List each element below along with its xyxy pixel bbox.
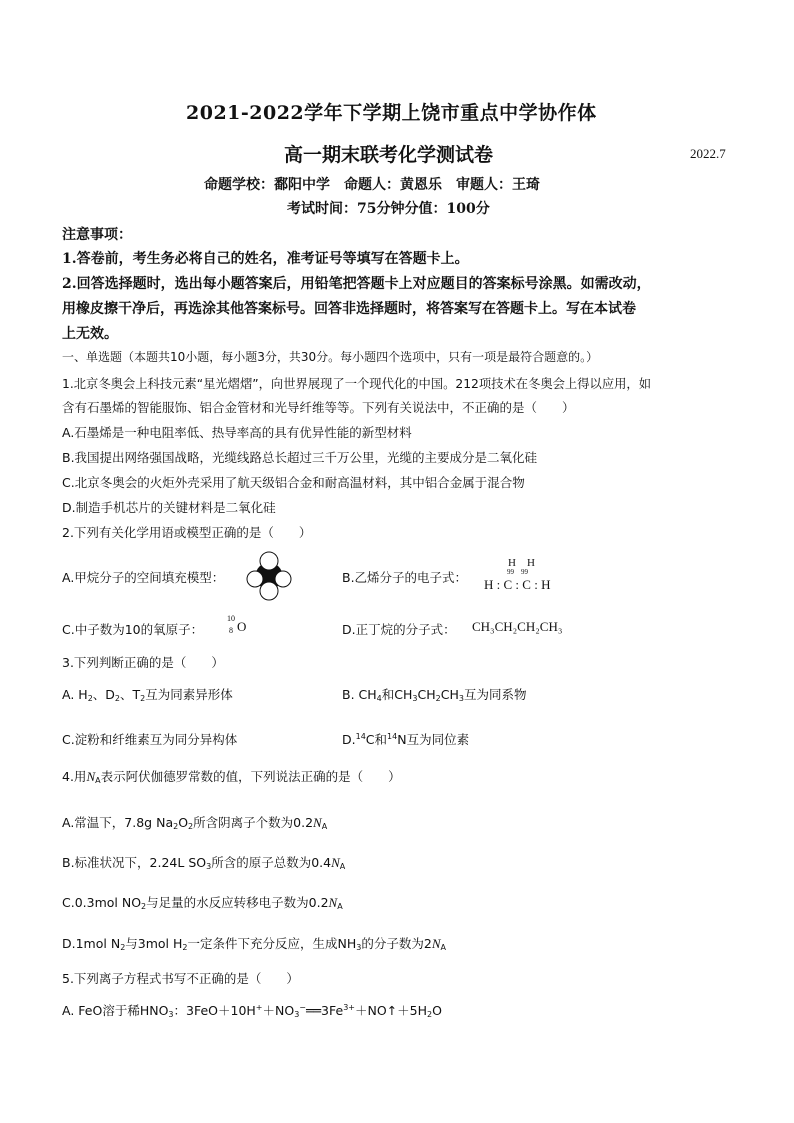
q4-option-d: D.1mol $N_2$与3mol $H_2$一定条件下充分反应，生成$NH_3$的分子数为$2N_A$ xyxy=(62,936,446,952)
q4-stem xyxy=(62,767,401,785)
notice-heading: 注意事项： xyxy=(62,227,132,243)
q4-a-text: A.常温下，7.8g Na xyxy=(62,815,174,830)
q4-d-mid3: 的分子数为2 xyxy=(361,936,432,951)
nitrogen-14-mass: 14 xyxy=(387,732,398,741)
q5-option-a: A. FeO溶于稀$HNO_3$：$3FeO+10H^++NO_3^-══3Fe^{3+}+NO↑+5H_2O$ xyxy=(62,1003,442,1019)
methane-space-filling-model xyxy=(246,550,292,602)
q2-stem: 2.下列有关化学用语或模型正确的是（ ） xyxy=(62,525,312,540)
title-line-2: 高一期末联考化学测试卷 xyxy=(284,144,494,166)
avogadro-subscript: A xyxy=(95,776,101,785)
q3-a-tail: 互为同素异形体 xyxy=(145,687,233,702)
q5-a-eq5: O xyxy=(432,1003,442,1018)
q3-a-h2: A. H xyxy=(62,687,88,702)
q4-a-mid: 所含阴离子个数为0.2 xyxy=(193,815,314,830)
q3-option-b: B. $CH_4$和$CH_3CH_2CH_3$互为同系物 xyxy=(342,687,527,703)
q5-stem: 5.下列离子方程式书写不正确的是（ ） xyxy=(62,971,299,986)
notice-item-1: 1.答卷前，考生务必将自己的姓名，准考证号等填写在答题卡上。 xyxy=(62,251,469,267)
q4-option-c: C.0.3mol $NO_2$与足量的水反应转移电子数为$0.2N_A$ xyxy=(62,895,343,911)
oxygen-atomic-number: 8 xyxy=(229,626,233,635)
notice-item-2-line-3: 上无效。 xyxy=(62,326,118,342)
title-line-1: 2021-2022学年下学期上饶市重点中学协作体 xyxy=(186,102,597,124)
q3-d-prefix: D. xyxy=(342,732,356,747)
q3-stem: 3.下列判断正确的是（ ） xyxy=(62,655,224,670)
q5-a-eq4: ＋NO↑＋5H xyxy=(355,1003,428,1018)
q4-c-text: C.0.3mol NO xyxy=(62,895,142,910)
q1-option-d: D.制造手机芯片的关键材料是二氧化硅 xyxy=(62,500,276,515)
ethylene-electron-formula-h-top: H H xyxy=(508,557,535,569)
q5-a-text: A. FeO溶于稀HNO xyxy=(62,1003,169,1018)
q4-d-mid2: 一定条件下充分反应，生成NH xyxy=(187,936,357,951)
ethylene-electron-pairs: 99 99 xyxy=(507,568,528,576)
q1-stem-line-2: 含有石墨烯的智能服饰、铝合金管材和光导纤维等等。下列有关说法中，不正确的是（ ） xyxy=(62,400,575,415)
q4-stem-suffix: 表示阿伏伽德罗常数的值，下列说法正确的是（ ） xyxy=(100,769,401,784)
section-1-heading: 一、单选题（本题共10小题，每小题3分，共30分。每小题四个选项中，只有一项是最符合题意的。） xyxy=(62,350,599,364)
q4-c-mid: 与足量的水反应转移电子数为0.2 xyxy=(146,895,329,910)
ethylene-electron-formula: H : C : C : H xyxy=(484,577,551,592)
q5-a-eq2: ＋NO xyxy=(262,1003,295,1018)
q3-a-d2: 、D xyxy=(92,687,115,702)
q4-b-mid: 所含的原子总数为0.4 xyxy=(211,855,332,870)
q2-option-b: B.乙烯分子的电子式： xyxy=(342,570,468,585)
q3-option-a: A. $H_2$、$D_2$、$T_2$互为同素异形体 xyxy=(62,687,233,703)
carbon-14-mass: 14 xyxy=(355,732,366,741)
q1-option-b: B.我国提出网络强国战略，光缆线路总长超过三千万公里，光缆的主要成分是二氧化硅 xyxy=(62,450,538,465)
q2-option-d: D.正丁烷的分子式： xyxy=(342,622,456,637)
q1-option-c: C.北京冬奥会的火炬外壳采用了航天级铝合金和耐高温材料，其中铝合金属于混合物 xyxy=(62,475,525,490)
q4-b-text: B.标准状况下，2.24L SO xyxy=(62,855,207,870)
q1-stem-line-1: 1.北京冬奥会上科技元素“星光熠熠”，向世界展现了一个现代化的中国。212项技术在冬奥会上得以应用，如 xyxy=(62,377,652,391)
q3-option-d xyxy=(342,730,469,748)
q2-option-a: A.甲烷分子的空间填充模型： xyxy=(62,570,225,585)
notice-item-2-line-1: 2.回答选择题时，选出每小题答案后，用铅笔把答题卡上对应题目的答案标号涂黑。如需改动， xyxy=(62,276,651,292)
q3-b-ch4: B. CH xyxy=(342,687,377,702)
butane-formula: CH₃CH₂CH₂CH₃ xyxy=(472,619,563,634)
exam-time-score: 考试时间：75分钟分值：100分 xyxy=(287,201,490,217)
q4-option-b: B.标准状况下，2.24L $SO_3$所含的原子总数为$0.4N_A$ xyxy=(62,855,346,871)
oxygen-symbol: O xyxy=(237,619,247,634)
q4-d-text: D.1mol N xyxy=(62,936,121,951)
exam-date: 2022.7 xyxy=(690,146,726,161)
q3-option-c: C.淀粉和纤维素互为同分异构体 xyxy=(62,732,238,747)
q3-b-tail: 互为同系物 xyxy=(463,687,527,702)
q5-a-eq3: ══3Fe xyxy=(306,1003,344,1018)
notice-item-2-line-2: 用橡皮擦干净后，再选涂其他答案标号。回答非选择题时，将答案写在答题卡上。写在本试卷 xyxy=(62,301,636,317)
avogadro-symbol: N xyxy=(86,769,96,784)
q5-a-eq1: ：3FeO＋10H xyxy=(173,1003,256,1018)
q3-d-carbon: C和 xyxy=(365,732,388,747)
q3-d-nitrogen: N互为同位素 xyxy=(397,732,470,747)
q1-option-a: A.石墨烯是一种电阻率低、热导率高的具有优异性能的新型材料 xyxy=(62,425,412,440)
oxygen-mass-number: 10 xyxy=(227,614,235,623)
q4-option-a: A.常温下，7.8g $Na_2O_2$所含阴离子个数为$0.2N_A$ xyxy=(62,815,328,831)
exam-makers: 命题学校：鄱阳中学 命题人：黄恩乐 审题人：王琦 xyxy=(204,177,540,193)
q3-a-t2: 、T xyxy=(120,687,141,702)
q4-stem-prefix: 4.用 xyxy=(62,769,87,784)
q4-d-mid1: 与3mol H xyxy=(125,936,183,951)
q2-option-c: C.中子数为10的氧原子： xyxy=(62,622,204,637)
q3-b-mid: 和CH xyxy=(381,687,413,702)
